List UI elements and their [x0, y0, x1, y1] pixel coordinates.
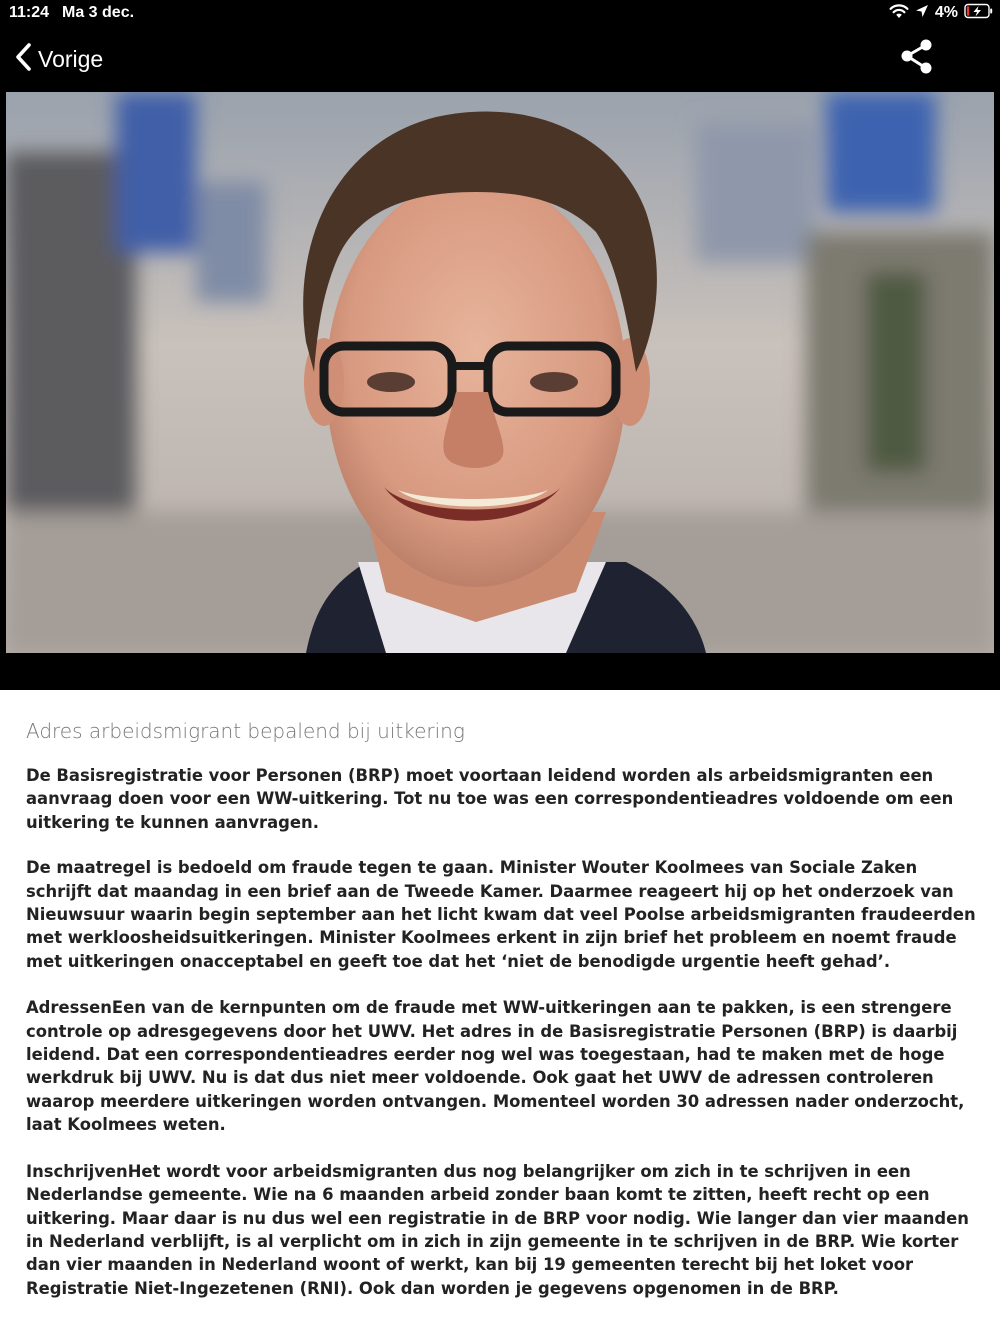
back-button[interactable]: [14, 42, 103, 76]
article-title: Adres arbeidsmigrant bepalend bij uitkering: [26, 719, 465, 743]
share-button[interactable]: [898, 38, 936, 76]
navigation-bar: [0, 30, 1000, 86]
article-paragraph: De maatregel is bedoeld om fraude tegen te gaan. Minister Wouter Koolmees van Sociale Zaken schrijft dat maandag in een brief aan de Tweede Kamer. Daarmee reageert hij op het onderzoek van Nieuwsuur waarin begin september aan het licht kwam dat veel Poolse arbeidsmigranten fraudeerden met werkloosheidsuitkeringen. Minister Koolmees erkent in zijn brief het probleem en noemt fraude met uitkeringen onacceptabel en geeft toe dat het ‘niet de benodigde urgentie heeft gehad’.: [26, 858, 976, 971]
chevron-left-icon: [14, 42, 34, 76]
article-photo: [6, 92, 994, 653]
battery-percent: 4%: [934, 4, 958, 21]
status-bar: [0, 0, 1000, 26]
location-arrow-icon: [915, 4, 929, 23]
status-time: 11:24: [9, 4, 50, 21]
article-body: [26, 716, 978, 1322]
status-indicators: [889, 3, 994, 23]
share-icon: [898, 61, 936, 80]
battery-charging-icon: [964, 3, 994, 24]
wifi-icon: [889, 3, 909, 24]
article-paragraph: InschrijvenHet wordt voor arbeidsmigranten dus nog belangrijker om zich in te schrijven in een Nederlandse gemeente. Wie na 6 maanden arbeid zonder baan komt te zitten, heeft recht op een uitkering. Maar daar is nu dus wel een registratie in de BRP voor nodig. Wie langer dan vier maanden in Nederland verblijft, is al verplicht om in zich in zijn gemeente in te schrijven in de BRP. Wie korter dan vier maanden in Nederland woont of werkt, kan bij 19 gemeenten terecht bij het loket voor Registratie Niet-Ingezetenen (RNI). Ook dan worden je gegevens opgenomen in de BRP.: [26, 1161, 969, 1298]
back-label: Vorige: [38, 45, 104, 72]
status-date: Ma 3 dec.: [62, 4, 135, 21]
article-paragraph: AdressenEen van de kernpunten om de fraude met WW-uitkeringen aan te pakken, is een strengere controle op adresgegevens door het UWV. Het adres in de Basisregistratie Personen (BRP) is daarbij leidend. Dat een correspondentieadres eerder nog wel was toegestaan, had te maken met de hoge werkdruk bij UWV. Nu is dat dus niet meer voldoende. Ook gaat het UWV de adressen controleren waarop meerdere uitkeringen worden ontvangen. Momenteel worden 30 adressen nader onderzocht, laat Koolmees weten.: [26, 998, 965, 1135]
article-paragraph: De Basisregistratie voor Personen (BRP) moet voortaan leidend worden als arbeidsmigranten een aanvraag doen voor een WW-uitkering. Tot nu toe was een correspondentieadres voldoende om een uitkering te kunnen aanvragen.: [26, 766, 954, 832]
